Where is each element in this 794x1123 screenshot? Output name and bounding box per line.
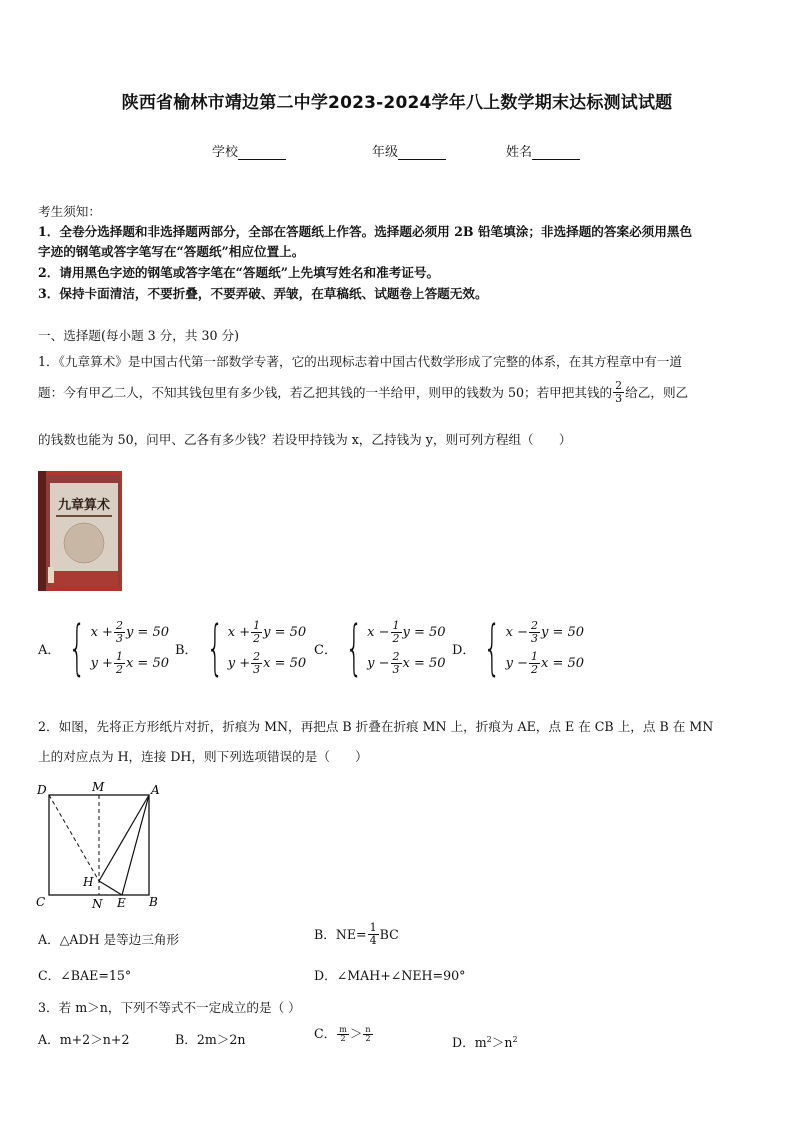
notice-line-3: 3．保持卡面清洁，不要折叠，不要弄破、弄皱，在草稿纸、试题卷上答题无效。 <box>38 286 488 301</box>
q2-option-b[interactable] <box>314 922 399 947</box>
notice-line-1b: 字迹的钢笔或答字笔写在“答题纸”相应位置上。 <box>38 244 305 259</box>
section-heading: 一、选择题(每小题 3 分，共 30 分) <box>38 328 240 343</box>
q3-d-text-2: ＞n <box>491 1035 513 1051</box>
frac-den: 2 <box>531 663 538 676</box>
frac-den: 2 <box>115 663 123 676</box>
q1-c-eq1 <box>367 620 445 645</box>
q1-option-a[interactable] <box>38 613 169 683</box>
notice-line-1: 1．全卷分选择题和非选择题两部分，全部在答题纸上作答。选择题必须用 2B 铅笔填涂；非选择题的答案必须用黑色 <box>38 224 693 239</box>
label-h: H <box>83 875 94 889</box>
eq-frac <box>114 620 125 645</box>
school-blank <box>238 146 286 160</box>
q1-a-equations <box>91 620 169 676</box>
frac-den: 2 <box>340 1033 346 1043</box>
eq-frac <box>391 620 402 645</box>
q3-d-sup-2: 2 <box>512 1035 518 1044</box>
frac-num: 2 <box>253 650 261 663</box>
q1-frac-num: 2 <box>615 379 623 392</box>
q3-c-frac-1 <box>337 1026 349 1043</box>
option-c-label: C． <box>314 642 337 658</box>
q3-option-c[interactable] <box>314 1024 374 1044</box>
eq-part: x = 50 <box>541 656 585 671</box>
notice-heading: 考生须知： <box>38 204 101 219</box>
grade-field <box>372 141 446 160</box>
book-cover-image <box>38 471 122 591</box>
eq-frac <box>391 651 402 676</box>
q2-option-d[interactable]: D．∠MAH+∠NEH=90° <box>314 968 466 983</box>
book-spine <box>38 471 46 591</box>
q1-line-2 <box>38 380 688 405</box>
book-title-text: 九章算术 <box>57 498 111 513</box>
eq-part: y = 50 <box>540 625 585 640</box>
label-d: D <box>37 783 47 797</box>
eq-part: x = 50 <box>402 656 446 671</box>
label-b: B <box>149 895 158 909</box>
eq-part: y = 50 <box>402 625 446 640</box>
school-label: 学校 <box>212 145 239 160</box>
q1-d-eq2 <box>506 651 584 676</box>
q1-d-equations <box>506 620 584 676</box>
frac-den: 3 <box>392 663 400 676</box>
q1-c-equations <box>367 620 445 676</box>
q2-b-fraction <box>368 922 379 947</box>
frac-num: 1 <box>253 619 261 632</box>
q1-b-equations <box>228 620 306 676</box>
eq-part: x − <box>505 625 528 640</box>
book-subtitle-rule <box>56 515 112 517</box>
eq-part: x + <box>227 625 251 640</box>
frac-num: 2 <box>392 650 400 663</box>
book-emblem <box>64 523 104 563</box>
q1-c-eq2 <box>367 651 445 676</box>
q3-stem: 3．若 m＞n，下列不等式不一定成立的是（ ） <box>38 1000 301 1015</box>
frac-num: 2 <box>530 619 538 632</box>
eq-part: y − <box>367 656 390 671</box>
frac-num: 1 <box>369 921 377 934</box>
brace-icon: { <box>206 613 224 683</box>
grade-blank <box>398 146 446 160</box>
q1-a-eq1 <box>91 620 169 645</box>
q3-d-text: D．m <box>452 1035 487 1051</box>
q2-b-text: B．NE= <box>314 926 367 942</box>
q1-line-2-tail: 给乙，则乙 <box>625 384 689 400</box>
q3-c-sign: ＞ <box>349 1026 363 1041</box>
brace-icon: { <box>345 613 363 683</box>
frac-den: 2 <box>253 632 261 645</box>
frac-num: 2 <box>115 619 123 632</box>
q2-geometry-figure <box>30 776 170 911</box>
segment-ah <box>99 795 149 881</box>
name-label: 姓名 <box>506 145 533 160</box>
option-d-label: D． <box>452 642 476 658</box>
label-c: C <box>36 895 46 909</box>
q2-option-c[interactable]: C．∠BAE=15° <box>38 968 132 983</box>
segment-ae <box>122 795 149 895</box>
q2-line-1: 2．如图，先将正方形纸片对折，折痕为 MN，再把点 B 折叠在折痕 MN 上，折痕为 AE，点 E 在 CB 上，点 B 在 MN <box>38 719 714 734</box>
q2-line-2: 上的对应点为 H，连接 DH，则下列选项错误的是（ ） <box>38 749 368 764</box>
q1-b-eq1 <box>228 620 306 645</box>
frac-den: 3 <box>530 632 538 645</box>
eq-part: x = 50 <box>125 656 169 671</box>
label-m: M <box>92 780 105 794</box>
frac-den: 4 <box>369 934 377 947</box>
eq-part: x = 50 <box>263 656 307 671</box>
book-bottom-band <box>50 571 118 587</box>
q3-c-label: C． <box>314 1026 337 1041</box>
q1-line-3: 的钱数也能为 50，问甲、乙各有多少钱？若设甲持钱为 x，乙持钱为 y，则可列方程组（ ） <box>38 432 572 447</box>
q1-option-c[interactable] <box>314 613 446 683</box>
q3-d-sup-1: 2 <box>486 1035 492 1044</box>
q1-d-eq1 <box>506 620 584 645</box>
q1-frac-den: 3 <box>615 392 623 405</box>
eq-frac <box>529 651 540 676</box>
frac-num: m <box>339 1024 347 1034</box>
eq-frac <box>251 620 262 645</box>
grade-label: 年级 <box>372 145 399 160</box>
option-a-label: A． <box>38 642 61 658</box>
q1-a-eq2 <box>91 651 169 676</box>
label-e: E <box>117 896 126 910</box>
frac-den: 2 <box>392 632 400 645</box>
frac-den: 3 <box>115 632 123 645</box>
q3-option-d[interactable] <box>452 1030 518 1053</box>
q3-option-a[interactable]: A．m+2＞n+2 <box>38 1032 130 1047</box>
frac-num: 1 <box>115 650 123 663</box>
q1-line-2-text: 题：今有甲乙二人，不知其钱包里有多少钱，若乙把其钱的一半给甲，则甲的钱数为 50；若甲把其钱的 <box>38 384 613 400</box>
eq-part: y − <box>505 656 528 671</box>
notice-line-2: 2．请用黑色字迹的钢笔或答字笔在“答题纸”上先填写姓名和准考证号。 <box>38 265 440 280</box>
eq-part: y + <box>90 656 113 671</box>
frac-den: 2 <box>365 1033 371 1043</box>
brace-icon: { <box>483 613 502 683</box>
frac-den: 3 <box>253 663 261 676</box>
frac-num: n <box>365 1024 371 1034</box>
eq-part: y = 50 <box>263 625 307 640</box>
frac-num: 1 <box>531 650 538 663</box>
label-n: N <box>92 897 103 911</box>
label-a: A <box>151 783 160 797</box>
eq-frac <box>251 651 262 676</box>
brace-icon: { <box>68 613 87 683</box>
segment-he <box>99 881 122 895</box>
q3-option-b[interactable]: B．2m＞2n <box>175 1032 246 1047</box>
name-blank <box>532 146 580 160</box>
q1-b-eq2 <box>228 651 306 676</box>
page-title: 陕西省榆林市靖边第二中学2023-2024学年八上数学期末达标测试试题 <box>121 93 673 113</box>
eq-frac <box>114 651 125 676</box>
q1-option-b[interactable] <box>175 613 307 683</box>
name-field <box>506 141 580 160</box>
frac-num: 1 <box>392 619 400 632</box>
q3-c-frac-2 <box>363 1026 372 1043</box>
q1-line-1: 1．《九章算术》是中国古代第一部数学专著，它的出现标志着中国古代数学形成了完整的体系，在其方程章中有一道 <box>38 354 682 369</box>
eq-part: x − <box>367 625 390 640</box>
q1-option-d[interactable] <box>452 613 585 683</box>
eq-part: x + <box>90 625 113 640</box>
option-b-label: B． <box>175 642 198 658</box>
segment-dh <box>49 795 99 881</box>
eq-part: y + <box>227 656 251 671</box>
q1-fraction <box>613 380 624 405</box>
q2-b-text-tail: BC <box>379 926 399 942</box>
eq-part: y = 50 <box>125 625 169 640</box>
q2-option-a[interactable]: A．△ADH 是等边三角形 <box>38 932 180 947</box>
book-tag <box>48 567 54 583</box>
school-field <box>212 141 286 160</box>
eq-frac <box>529 620 540 645</box>
